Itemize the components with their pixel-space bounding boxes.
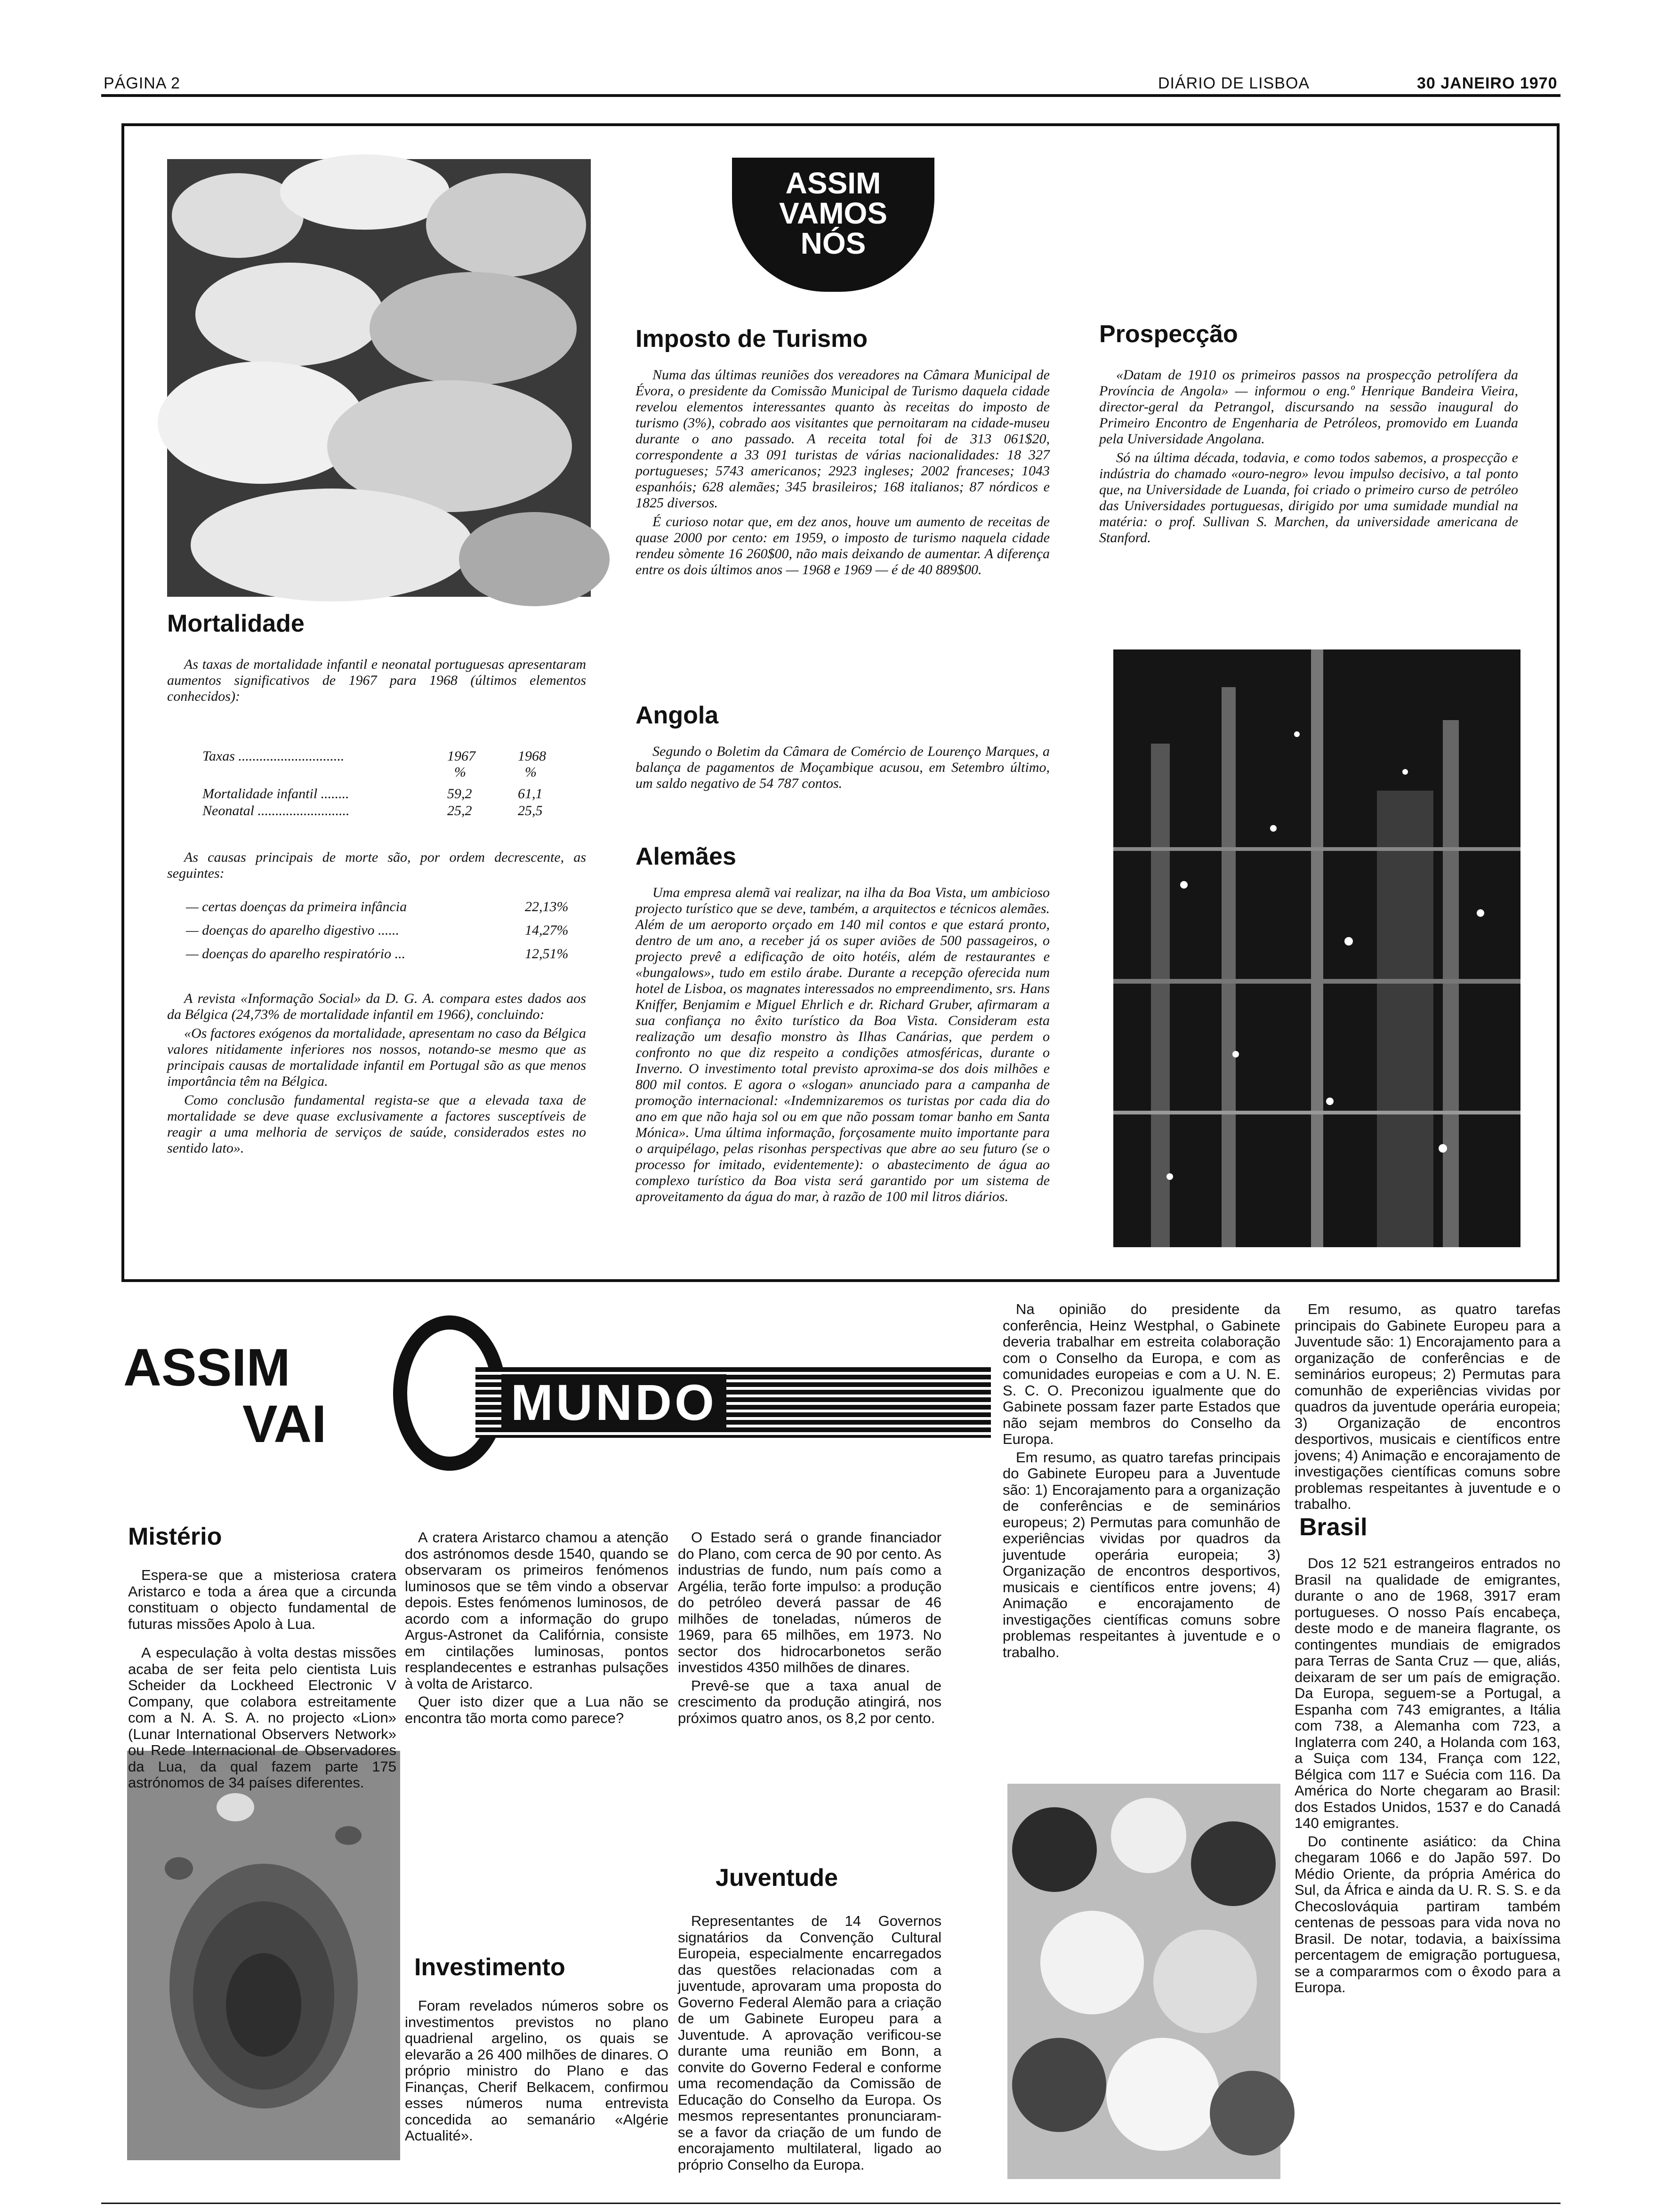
juventude-body-col4 <box>1003 1301 1280 1772</box>
paragraph: As causas principais de morte são, por ordem decrescente, as seguintes: <box>167 850 586 881</box>
table-cell: 59,2 <box>447 786 472 801</box>
paragraph: Na opinião do presidente da conferência, Heinz Westphal, o Gabinete deveria trabalhar em estreita colaboração com o Conselho da Europa, e com as comunidades europeias e com a U. N. E. S. C. O. Preconizou igualmente que do Gabinete possam fazer parte Estados que não sejam membros do Conselho da Europa. <box>1003 1301 1280 1447</box>
brasil-body <box>1295 1555 1560 2181</box>
cause-name: — doenças do aparelho respiratório ... <box>186 946 406 962</box>
mortalidade-causes-intro <box>167 850 586 884</box>
moon-crater-photo <box>127 1751 400 2160</box>
cause-value: 12,51% <box>525 946 569 962</box>
paragraph: Segundo o Boletim da Câmara de Comércio de Lourenço Marques, a balança de pagamentos de Moçambique acusou, em Setembro último, um saldo negativo de 54 787 contos. <box>635 744 1050 791</box>
assim-vai-mundo-masthead-assim: ASSIM <box>123 1338 290 1397</box>
cause-name: — certas doenças da primeira infância <box>186 899 407 914</box>
paragraph: «Os factores exógenos da mortalidade, apresentam no caso da Bélgica valores nitidamente inferiores nos nossos, notando-se mesmo que as principais causas de mortalidade infantil em Portugal são as que menos importância têm na Bélgica. <box>167 1026 586 1089</box>
imposto-body <box>635 367 1050 581</box>
refinery-photo <box>1113 649 1520 1247</box>
alemaes-body <box>635 885 1050 1257</box>
paragraph: É curioso notar que, em dez anos, houve um aumento de receitas de quase 2000 por cento: em 1959, o imposto de turismo naquela cidade rendeu sòmente 16 260$00, não mais deixando de aumentar. A diferença entre os dois últimos anos — 1968 e 1969 — é de 40 889$00. <box>635 514 1050 577</box>
causes-list <box>186 899 586 970</box>
paragraph: Dos 12 521 estrangeiros entrados no Brasil na qualidade de emigrantes, durante o ano de 1968, 3917 eram portugueses. O nosso País encabeça, deste modo e de maneira flagrante, os contingentes mundiais de emigrados para Terras de Santa Cruz — que, aliás, deixaram de ser um país de emigração. Da Europa, seguem-se a Portugal, a Espanha com 743 emigrantes, a Itália com 738, a Alemanha com 723, a Inglaterra com 240, a Holanda com 163, a Suiça com 134, França com 122, Bélgica com 117 e Suécia com 116. Da América do Norte chegaram ao Brasil: dos Estados Unidos, 1537 e do Canadá 140 emigrantes. <box>1295 1555 1560 1831</box>
paragraph: Do continente asiático: da China chegaram 1066 e do Japão 597. Do Médio Oriente, da própria América do Sul, da África e ainda da U. R. S. S. e da Checoslováquia partiram também centenas de pessoas para vida nova no Brasil. De notar, todavia, a baixíssima percentagem de emigração portuguesa, se a compararmos com o êxodo para a Europa. <box>1295 1833 1560 1996</box>
mortalidade-intro <box>167 657 586 707</box>
brasil-heading: Brasil <box>1299 1514 1367 1541</box>
page-number: PÁGINA 2 <box>104 74 180 92</box>
table-cell: 25,5 <box>518 803 543 818</box>
cause-name: — doenças do aparelho digestivo ...... <box>186 922 400 938</box>
table-row-name: Neonatal .......................... <box>202 803 350 818</box>
paragraph: As taxas de mortalidade infantil e neonatal portuguesas apresentaram aumentos significativos de 1967 para 1968 (últimos elementos conhecidos): <box>167 657 586 704</box>
paragraph: Uma empresa alemã vai realizar, na ilha da Boa Vista, um ambicioso projecto turístico que se deve, também, a arquitectos e técnicos alemães. Além de um aeroporto orçado em 140 mil contos e que estará pronto, dentro de um ano, a receber já os super aviões de 500 passageiros, o projecto prevê a edificação de oito hotéis, além de restaurantes e «bungalows», tudo em estilo árabe. Durante a recepção oferecida num hotel de Lisboa, os magnates interessados no empreendimento, srs. Hans Kniffer, Benjamim e Miguel Ehrlich e dr. Richard Gruber, afirmaram a sua confiança no êxito turístico da Boa Vista. Consideram esta realização um desafio monstro às Ilhas Canárias, que perdem o confronto no que diz respeito a condições atmosféricas, durante o Inverno. O investimento total previsto aproxima-se dos dois milhões e 800 mil contos. E agora o «slogan» anunciado para a campanha de promoção internacional: «Indemnizaremos os turistas por cada dia do ano em que não haja sol ou em que não possam tomar banho em Santa Mónica». Uma última informação, forçosamente muito importante para o arquipélago, pelas risonhas perspectivas que abre ao seu futuro (se o processo for imitado, evidentemente): o abastecimento de água ao complexo turístico da Boa vista será garantido por um sistema de aproveitamento da água do mar, à razão de 100 mil litros diários. <box>635 885 1050 1204</box>
badge-line: NÓS <box>800 226 866 260</box>
paragraph: Quer isto dizer que a Lua não se encontra tão morta como parece? <box>405 1693 668 1726</box>
paragraph: Só na última década, todavia, e como todos sabemos, a prospecção e indústria do chamado «ouro-negro» levou impulso decisivo, a tal ponto que, na Universidade de Luanda, foi criado o primeiro curso de petróleo das Universidades portuguesas, dirigido por uma sumidade mundial na matéria: o prof. Sullivan S. Marchen, da universidade americana de Stanford. <box>1099 450 1518 545</box>
paragraph: Numa das últimas reuniões dos vereadores na Câmara Municipal de Évora, o presidente da Comissão Municipal de Turismo daquela cidade revelou elementos interessantes quanto às receitas do imposto de turismo (3%), cobrado aos visitantes que pernoitaram na cidade-museu durante o ano passado. A receita total foi de 313 061$20, correspondente a 33 091 turistas de várias nacionalidades: 18 327 portugueses; 5743 americanos; 2923 ingleses; 2002 franceses; 1043 espanhóis; 628 alemães; 345 brasileiros; 168 italianos; 87 nórdicos e 1825 diversos. <box>635 367 1050 511</box>
paragraph: Foram revelados números sobre os investimentos previstos no plano quadrienal argelino, os quais se elevarão a 26 400 milhões de dinares. O próprio ministro do Plano e das Finanças, Cherif Belkacem, confirmou esses números numa entrevista concedida ao semanário «Algérie Actualité». <box>405 1997 668 2144</box>
misterio-heading: Mistério <box>128 1523 222 1550</box>
newspaper-name: DIÁRIO DE LISBOA <box>1158 74 1310 92</box>
issue-date: 30 JANEIRO 1970 <box>1417 74 1558 92</box>
table-label: Taxas .............................. <box>202 748 345 764</box>
misterio-body-col1 <box>128 1567 396 1634</box>
investimento-body-col2 <box>405 1998 668 2177</box>
investimento-heading: Investimento <box>414 1954 565 1981</box>
table-year-1968: 1968 <box>518 748 546 764</box>
alemaes-heading: Alemães <box>635 843 736 870</box>
juventude-heading: Juventude <box>716 1864 838 1891</box>
paragraph: Prevê-se que a taxa anual de crescimento da produção atingirá, nos próximos quatro anos, os 8,2 por cento. <box>678 1677 941 1726</box>
juventude-body-col5 <box>1295 1301 1560 1518</box>
imposto-heading: Imposto de Turismo <box>635 325 868 353</box>
paragraph: Em resumo, as quatro tarefas principais do Gabinete Europeu para a Juventude são: 1) Encorajamento para a organização de conferências e de seminários europeus; 2) Permutas para comunhão de experiências vividas por quadros da juventude operária europeia; 3) Organização de encontros desportivos, musicais e científicos entre jovens; 4) Animação e encorajamento de investigações científicas comuns sobre problemas respeitantes à juventude e o trabalho. <box>1295 1301 1560 1512</box>
mortalidade-body <box>167 991 586 1159</box>
table-cell: 61,1 <box>518 786 543 801</box>
badge-line: ASSIM <box>785 166 881 200</box>
paragraph: Em resumo, as quatro tarefas principais do Gabinete Europeu para a Juventude são: 1) Encorajamento para a organização de conferências e de seminários europeus; 2) Permutas para comunhão de experiências vividas por quadros da juventude operária europeia; 3) Organização de encontros desportivos, musicais e científicos entre jovens; 4) Animação e encorajamento de investigações científicas comuns sobre problemas respeitantes à juventude e o trabalho. <box>1003 1449 1280 1660</box>
prospeccao-heading: Prospecção <box>1099 321 1238 348</box>
paragraph: Como conclusão fundamental regista-se que a elevada taxa de mortalidade se deve quase exclusivamente a factores susceptíveis de reagir a uma melhoria de serviços de saúde, considerados estes no sentido lato». <box>167 1092 586 1156</box>
prospeccao-body <box>1099 367 1518 549</box>
angola-body <box>635 744 1050 794</box>
paragraph: A especulação à volta destas missões acaba de ser feita pelo cientista Luis Scheider da Lockheed Electronic V Company, que colabora estreitamente com a N. A. S. A. no projecto «Lion» (Lunar International Observers Network» ou Rede Internacional de Observadores da Lua, da qual fazem parte 175 astrónomos de 34 países diferentes. <box>128 1644 396 1791</box>
table-row-name: Mortalidade infantil ........ <box>202 786 349 801</box>
paragraph: O Estado será o grande financiador do Plano, com cerca de 90 por cento. As industrias de fundo, num país como a Argélia, terão forte impulso: a produção do petróleo deverá passar de 46 milhões de toneladas, números de 1969, para 65 milhões, em 1973. No sector dos hidrocarbonetos serão investidos 4350 milhões de dinares. <box>678 1529 941 1675</box>
footer-rule <box>101 2203 1560 2204</box>
paragraph: Representantes de 14 Governos signatários da Convenção Cultural Europeia, especialmente encarregados das questões relacionadas com a juventude, aprovaram uma proposta do Governo Federal Alemão para a criação de um Gabinete Europeu para a Juventude. A aprovação verificou-se durante uma reunião em Bonn, a convite do Governo Federal e conforme uma recomendação da Comissão de Educação do Conselho da Europa. Os mesmos representantes pronunciaram-se a favor da criação de um fundo de encorajamento multilateral, ligado ao próprio Conselho da Europa. <box>678 1913 941 2173</box>
misterio-body-col2 <box>405 1530 668 1963</box>
mortalidade-heading: Mortalidade <box>167 610 305 637</box>
angola-heading: Angola <box>635 702 719 729</box>
paragraph: Espera-se que a misteriosa cratera Aristarco e toda a área que a circunda constituam o objecto fundamental de futuras missões Apolo à Lua. <box>128 1567 396 1632</box>
assim-vai-mundo-masthead-vai: VAI <box>242 1395 327 1453</box>
table-unit: % <box>454 764 466 780</box>
mortality-table <box>202 748 579 833</box>
table-cell: 25,2 <box>447 803 472 818</box>
juventude-body-col3 <box>678 1913 941 2177</box>
cause-value: 22,13% <box>525 899 569 914</box>
paragraph: «Datam de 1910 os primeiros passos na prospecção petrolífera da Província de Angola» — informou o eng.º Henrique Bandeira Vieira, director-geral da Petrangol, discursando na sessão inaugural do Primeiro Encontro de Engenharia de Petróleos, promovido em Luanda pela Universidade Angolana. <box>1099 367 1518 447</box>
table-unit: % <box>525 764 537 780</box>
cause-value: 14,27% <box>525 922 569 938</box>
badge-line: VAMOS <box>779 196 887 230</box>
assim-vai-mundo-masthead-mundo: MUNDO <box>501 1374 726 1431</box>
misterio-body-col1b <box>128 1644 396 1791</box>
header-rule <box>101 94 1560 97</box>
table-year-1967: 1967 <box>447 748 475 764</box>
paragraph: A revista «Informação Social» da D. G. A. compara estes dados aos da Bélgica (24,73% de mortalidade infantil em 1966), concluindo: <box>167 991 586 1022</box>
paragraph: A cratera Aristarco chamou a atenção dos astrónomos desde 1540, quando se observaram os primeiros fenómenos luminosos que se têm vindo a observar depois. Estes fenómenos luminosos, de acordo com a informação do grupo Argus-Astronet da Califórnia, consiste em cintilações luminosas, pontos resplandecentes e estranhas pulsações à volta de Aristarco. <box>405 1529 668 1692</box>
babies-photo <box>167 159 591 597</box>
youth-crowd-photo <box>1007 1784 1280 2179</box>
